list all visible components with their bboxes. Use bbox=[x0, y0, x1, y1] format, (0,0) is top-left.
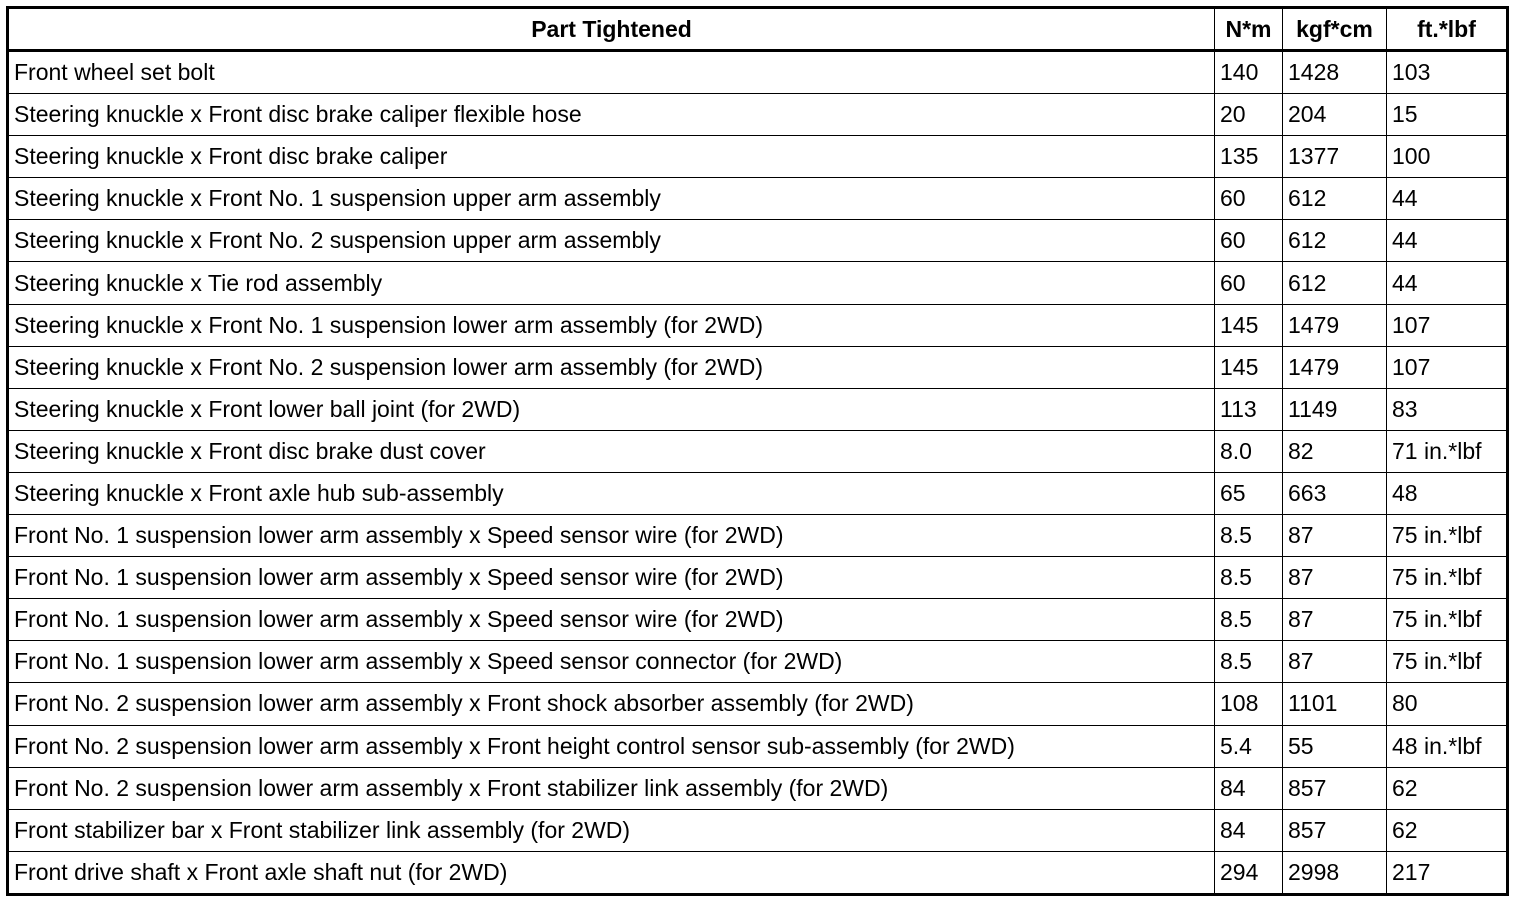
ft-lbf-cell: 107 bbox=[1387, 346, 1508, 388]
ft-lbf-cell: 71 in.*lbf bbox=[1387, 430, 1508, 472]
part-tightened-cell: Steering knuckle x Front axle hub sub-assembly bbox=[8, 472, 1215, 514]
ft-lbf-cell: 100 bbox=[1387, 136, 1508, 178]
ft-lbf-cell: 48 in.*lbf bbox=[1387, 725, 1508, 767]
table-row bbox=[8, 94, 1508, 136]
table-row bbox=[8, 304, 1508, 346]
kgf-cm-cell: 87 bbox=[1283, 515, 1387, 557]
table-row bbox=[8, 346, 1508, 388]
table-row bbox=[8, 725, 1508, 767]
ft-lbf-cell: 75 in.*lbf bbox=[1387, 641, 1508, 683]
nm-cell: 145 bbox=[1215, 346, 1283, 388]
part-tightened-cell: Steering knuckle x Front No. 2 suspension upper arm assembly bbox=[8, 220, 1215, 262]
kgf-cm-cell: 1149 bbox=[1283, 388, 1387, 430]
nm-cell: 108 bbox=[1215, 683, 1283, 725]
kgf-cm-cell: 857 bbox=[1283, 809, 1387, 851]
table-row bbox=[8, 809, 1508, 851]
nm-cell: 8.5 bbox=[1215, 515, 1283, 557]
part-tightened-cell: Front stabilizer bar x Front stabilizer link assembly (for 2WD) bbox=[8, 809, 1215, 851]
part-tightened-cell: Front No. 1 suspension lower arm assembly x Speed sensor wire (for 2WD) bbox=[8, 515, 1215, 557]
nm-cell: 140 bbox=[1215, 51, 1283, 94]
ft-lbf-cell: 103 bbox=[1387, 51, 1508, 94]
table-row bbox=[8, 515, 1508, 557]
kgf-cm-cell: 1377 bbox=[1283, 136, 1387, 178]
kgf-cm-cell: 1479 bbox=[1283, 304, 1387, 346]
table-row bbox=[8, 51, 1508, 94]
part-tightened-cell: Front No. 1 suspension lower arm assembly x Speed sensor wire (for 2WD) bbox=[8, 599, 1215, 641]
nm-cell: 8.5 bbox=[1215, 641, 1283, 683]
table-row bbox=[8, 136, 1508, 178]
table-row bbox=[8, 851, 1508, 894]
kgf-cm-cell: 1101 bbox=[1283, 683, 1387, 725]
ft-lbf-cell: 62 bbox=[1387, 809, 1508, 851]
nm-cell: 145 bbox=[1215, 304, 1283, 346]
table-row bbox=[8, 220, 1508, 262]
ft-lbf-cell: 217 bbox=[1387, 851, 1508, 894]
part-tightened-cell: Steering knuckle x Front No. 1 suspension upper arm assembly bbox=[8, 178, 1215, 220]
kgf-cm-cell: 1479 bbox=[1283, 346, 1387, 388]
table-row bbox=[8, 641, 1508, 683]
nm-cell: 135 bbox=[1215, 136, 1283, 178]
kgf-cm-cell: 2998 bbox=[1283, 851, 1387, 894]
header-ft-lbf: ft.*lbf bbox=[1387, 8, 1508, 51]
nm-cell: 8.0 bbox=[1215, 430, 1283, 472]
nm-cell: 294 bbox=[1215, 851, 1283, 894]
part-tightened-cell: Front No. 2 suspension lower arm assembly x Front shock absorber assembly (for 2WD) bbox=[8, 683, 1215, 725]
kgf-cm-cell: 612 bbox=[1283, 178, 1387, 220]
ft-lbf-cell: 107 bbox=[1387, 304, 1508, 346]
part-tightened-cell: Steering knuckle x Front disc brake caliper flexible hose bbox=[8, 94, 1215, 136]
kgf-cm-cell: 204 bbox=[1283, 94, 1387, 136]
kgf-cm-cell: 87 bbox=[1283, 557, 1387, 599]
kgf-cm-cell: 87 bbox=[1283, 641, 1387, 683]
ft-lbf-cell: 44 bbox=[1387, 262, 1508, 304]
part-tightened-cell: Steering knuckle x Front No. 1 suspension lower arm assembly (for 2WD) bbox=[8, 304, 1215, 346]
nm-cell: 84 bbox=[1215, 809, 1283, 851]
table-row bbox=[8, 599, 1508, 641]
nm-cell: 5.4 bbox=[1215, 725, 1283, 767]
kgf-cm-cell: 1428 bbox=[1283, 51, 1387, 94]
kgf-cm-cell: 55 bbox=[1283, 725, 1387, 767]
ft-lbf-cell: 44 bbox=[1387, 178, 1508, 220]
table-row bbox=[8, 683, 1508, 725]
nm-cell: 60 bbox=[1215, 220, 1283, 262]
part-tightened-cell: Steering knuckle x Front lower ball joint (for 2WD) bbox=[8, 388, 1215, 430]
header-kgf-cm: kgf*cm bbox=[1283, 8, 1387, 51]
ft-lbf-cell: 75 in.*lbf bbox=[1387, 557, 1508, 599]
kgf-cm-cell: 857 bbox=[1283, 767, 1387, 809]
ft-lbf-cell: 48 bbox=[1387, 472, 1508, 514]
part-tightened-cell: Front No. 2 suspension lower arm assembly x Front stabilizer link assembly (for 2WD) bbox=[8, 767, 1215, 809]
part-tightened-cell: Front No. 1 suspension lower arm assembly x Speed sensor wire (for 2WD) bbox=[8, 557, 1215, 599]
ft-lbf-cell: 62 bbox=[1387, 767, 1508, 809]
table-row bbox=[8, 430, 1508, 472]
ft-lbf-cell: 44 bbox=[1387, 220, 1508, 262]
table-body bbox=[8, 51, 1508, 895]
ft-lbf-cell: 83 bbox=[1387, 388, 1508, 430]
table-row bbox=[8, 767, 1508, 809]
header-row bbox=[8, 8, 1508, 51]
table-row bbox=[8, 388, 1508, 430]
nm-cell: 20 bbox=[1215, 94, 1283, 136]
nm-cell: 8.5 bbox=[1215, 599, 1283, 641]
kgf-cm-cell: 663 bbox=[1283, 472, 1387, 514]
table-row bbox=[8, 262, 1508, 304]
table-row bbox=[8, 472, 1508, 514]
nm-cell: 113 bbox=[1215, 388, 1283, 430]
nm-cell: 8.5 bbox=[1215, 557, 1283, 599]
table-row bbox=[8, 178, 1508, 220]
part-tightened-cell: Front drive shaft x Front axle shaft nut (for 2WD) bbox=[8, 851, 1215, 894]
table-row bbox=[8, 557, 1508, 599]
nm-cell: 65 bbox=[1215, 472, 1283, 514]
part-tightened-cell: Front wheel set bolt bbox=[8, 51, 1215, 94]
kgf-cm-cell: 612 bbox=[1283, 220, 1387, 262]
ft-lbf-cell: 75 in.*lbf bbox=[1387, 515, 1508, 557]
nm-cell: 60 bbox=[1215, 178, 1283, 220]
header-nm: N*m bbox=[1215, 8, 1283, 51]
part-tightened-cell: Front No. 2 suspension lower arm assembly x Front height control sensor sub-assembly (for 2WD) bbox=[8, 725, 1215, 767]
part-tightened-cell: Steering knuckle x Front disc brake dust cover bbox=[8, 430, 1215, 472]
nm-cell: 84 bbox=[1215, 767, 1283, 809]
nm-cell: 60 bbox=[1215, 262, 1283, 304]
kgf-cm-cell: 87 bbox=[1283, 599, 1387, 641]
kgf-cm-cell: 82 bbox=[1283, 430, 1387, 472]
part-tightened-cell: Front No. 1 suspension lower arm assembly x Speed sensor connector (for 2WD) bbox=[8, 641, 1215, 683]
part-tightened-cell: Steering knuckle x Tie rod assembly bbox=[8, 262, 1215, 304]
ft-lbf-cell: 80 bbox=[1387, 683, 1508, 725]
header-part-tightened: Part Tightened bbox=[8, 8, 1215, 51]
ft-lbf-cell: 15 bbox=[1387, 94, 1508, 136]
part-tightened-cell: Steering knuckle x Front No. 2 suspension lower arm assembly (for 2WD) bbox=[8, 346, 1215, 388]
kgf-cm-cell: 612 bbox=[1283, 262, 1387, 304]
table-header bbox=[8, 8, 1508, 51]
ft-lbf-cell: 75 in.*lbf bbox=[1387, 599, 1508, 641]
torque-specification-table bbox=[6, 6, 1509, 896]
part-tightened-cell: Steering knuckle x Front disc brake caliper bbox=[8, 136, 1215, 178]
